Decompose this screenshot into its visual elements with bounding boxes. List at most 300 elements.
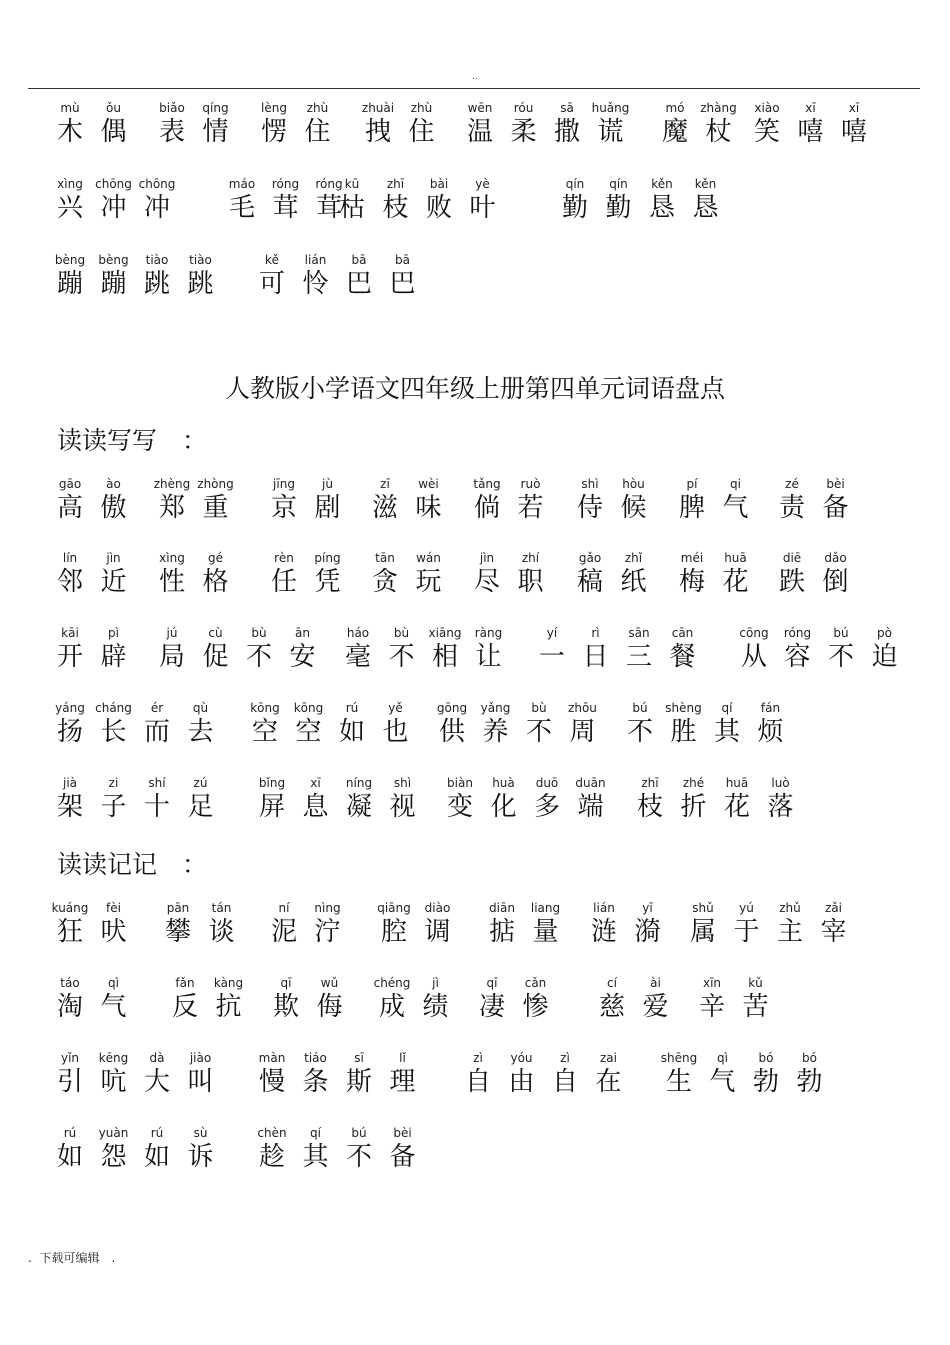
- vocab-row: [0, 550, 950, 610]
- hanzi: 辟: [100, 642, 127, 672]
- hanzi: 视: [389, 792, 416, 822]
- hanzi-cell: [48, 550, 92, 597]
- hanzi-cell: [732, 625, 776, 672]
- pinyin: jù: [322, 477, 333, 491]
- pinyin: pí: [686, 477, 698, 491]
- hanzi: 吠: [100, 917, 127, 947]
- hanzi-cell: [657, 1050, 701, 1097]
- pinyin: rú: [63, 1126, 77, 1140]
- pinyin: yě: [388, 701, 403, 715]
- hanzi: 愣: [260, 117, 287, 147]
- hanzi-cell: [296, 100, 340, 147]
- hanzi-cell: [194, 100, 238, 147]
- hanzi: 蹦: [56, 269, 83, 299]
- pinyin: pò: [877, 626, 892, 640]
- hanzi: 味: [415, 493, 442, 523]
- hanzi-cell: [690, 975, 734, 1022]
- pinyin: rú: [345, 701, 359, 715]
- hanzi: 餐: [669, 642, 696, 672]
- hanzi: 茸: [272, 193, 299, 223]
- hanzi: 温: [466, 117, 493, 147]
- hanzi-cell: [48, 100, 92, 147]
- hanzi-cell: [381, 1125, 425, 1172]
- hanzi-cell: [135, 775, 179, 822]
- pinyin: róng: [783, 626, 812, 640]
- hanzi-cell: [48, 252, 92, 299]
- pinyin: róu: [513, 101, 534, 115]
- hanzi-cell: [634, 975, 678, 1022]
- hanzi: 花: [723, 792, 750, 822]
- pinyin: kàng: [213, 976, 244, 990]
- hanzi: 吭: [100, 1067, 127, 1097]
- pinyin: pì: [108, 626, 119, 640]
- hanzi-cell: [306, 550, 350, 597]
- hanzi-cell: [179, 1050, 223, 1097]
- vocab-row: [0, 1125, 950, 1185]
- hanzi: 近: [100, 567, 127, 597]
- hanzi: 魔: [661, 117, 688, 147]
- hanzi-cell: [715, 775, 759, 822]
- pinyin: xī: [848, 101, 860, 115]
- hanzi: 容: [784, 642, 811, 672]
- hanzi: 迫: [871, 642, 898, 672]
- pinyin: qí: [310, 1126, 321, 1140]
- pinyin: chōng: [138, 177, 176, 191]
- pinyin: tán: [211, 901, 232, 915]
- hanzi-cell: [294, 1050, 338, 1097]
- hanzi-cell: [374, 176, 418, 223]
- vocab-row: [0, 625, 950, 685]
- hanzi-cell: [150, 550, 194, 597]
- hanzi-cell: [179, 700, 223, 747]
- hanzi-cell: [430, 700, 474, 747]
- hanzi-cell: [337, 1125, 381, 1172]
- pinyin: zhuài: [361, 101, 395, 115]
- pinyin: qù: [192, 701, 209, 715]
- hanzi-cell: [587, 1050, 631, 1097]
- pinyin: gé: [208, 551, 223, 565]
- pinyin: zhèng: [153, 477, 191, 491]
- hanzi-cell: [480, 900, 524, 947]
- hanzi: 若: [517, 493, 544, 523]
- pinyin: wán: [416, 551, 441, 565]
- pinyin: chéng: [373, 976, 411, 990]
- hanzi: 拽: [364, 117, 391, 147]
- hanzi-cell: [561, 700, 605, 747]
- hanzi-cell: [92, 176, 136, 223]
- hanzi: 恳: [648, 193, 675, 223]
- hanzi: 兴: [56, 193, 83, 223]
- hanzi: 任: [270, 567, 297, 597]
- hanzi-cell: [705, 700, 749, 747]
- hanzi-cell: [179, 775, 223, 822]
- hanzi: 生: [665, 1067, 692, 1097]
- pinyin: xìng: [57, 177, 83, 191]
- hanzi-cell: [653, 100, 697, 147]
- pinyin: bó: [802, 1051, 817, 1065]
- hanzi-cell: [92, 550, 136, 597]
- hanzi-cell: [734, 975, 778, 1022]
- pinyin: zhàng: [700, 101, 737, 115]
- hanzi-cell: [628, 775, 672, 822]
- pinyin: tiáo: [304, 1051, 327, 1065]
- pinyin: dǎo: [824, 551, 847, 565]
- hanzi-cell: [788, 1050, 832, 1097]
- hanzi-cell: [330, 700, 374, 747]
- hanzi: 可: [258, 269, 285, 299]
- hanzi: 冲: [100, 193, 127, 223]
- hanzi: 巴: [389, 269, 416, 299]
- hanzi-cell: [714, 476, 758, 523]
- pinyin: fèi: [106, 901, 121, 915]
- pinyin: fǎn: [175, 976, 195, 990]
- hanzi: 由: [508, 1067, 535, 1097]
- header-rule: [28, 88, 920, 89]
- hanzi-cell: [662, 700, 706, 747]
- hanzi: 攀: [164, 917, 191, 947]
- hanzi-cell: [194, 625, 238, 672]
- hanzi: 傲: [100, 493, 127, 523]
- hanzi: 于: [733, 917, 760, 947]
- hanzi: 量: [532, 917, 559, 947]
- hanzi: 偶: [100, 117, 127, 147]
- hanzi-cell: [237, 625, 281, 672]
- hanzi-cell: [417, 176, 461, 223]
- hanzi-cell: [262, 900, 306, 947]
- pinyin: duān: [575, 776, 606, 790]
- hanzi: 慢: [258, 1067, 285, 1097]
- pinyin: lián: [304, 253, 327, 267]
- hanzi: 如: [143, 1142, 170, 1172]
- pinyin: bèng: [98, 253, 129, 267]
- hanzi-cell: [525, 775, 569, 822]
- pinyin: qī: [280, 976, 292, 990]
- pinyin: xiāng: [428, 626, 462, 640]
- pinyin: ér: [150, 701, 164, 715]
- hanzi: 息: [302, 792, 329, 822]
- pinyin: yè: [475, 177, 490, 191]
- pinyin: gǎo: [578, 551, 602, 565]
- hanzi-cell: [725, 900, 769, 947]
- pinyin: cōng: [739, 626, 769, 640]
- pinyin: huà: [492, 776, 515, 790]
- hanzi-cell: [749, 700, 793, 747]
- hanzi: 调: [424, 917, 451, 947]
- pinyin: zì: [473, 1051, 483, 1065]
- pinyin: bā: [395, 253, 410, 267]
- hanzi-cell: [48, 1125, 92, 1172]
- hanzi-cell: [514, 975, 558, 1022]
- hanzi: 气: [100, 992, 127, 1022]
- pinyin: liang: [530, 901, 561, 915]
- pinyin: diē: [782, 551, 802, 565]
- pinyin: tān: [375, 551, 395, 565]
- hanzi-cell: [617, 625, 661, 672]
- hanzi: 备: [389, 1142, 416, 1172]
- pinyin: jià: [62, 776, 78, 790]
- hanzi-cell: [456, 1050, 500, 1097]
- hanzi: 从: [740, 642, 767, 672]
- hanzi: 爱: [642, 992, 669, 1022]
- pinyin: qín: [609, 177, 628, 191]
- hanzi-cell: [92, 1125, 136, 1172]
- hanzi-cell: [150, 625, 194, 672]
- pinyin: qì: [717, 1051, 728, 1065]
- hanzi: 腔: [380, 917, 407, 947]
- pinyin: qiāng: [377, 901, 411, 915]
- pinyin: kǔ: [748, 976, 763, 990]
- pinyin: yáng: [55, 701, 85, 715]
- vocab-row: [0, 100, 950, 160]
- footer-note: . 下载可编辑 .: [28, 1251, 116, 1265]
- hanzi: 玩: [415, 567, 442, 597]
- hanzi: 不: [626, 717, 653, 747]
- pinyin: zú: [193, 776, 208, 790]
- hanzi-cell: [294, 252, 338, 299]
- hanzi-cell: [714, 550, 758, 597]
- hanzi-cell: [48, 176, 92, 223]
- pinyin: bài: [429, 177, 449, 191]
- hanzi: 供: [438, 717, 465, 747]
- pinyin: zì: [560, 1051, 570, 1065]
- pinyin: jìn: [106, 551, 121, 565]
- hanzi: 格: [202, 567, 229, 597]
- hanzi: 折: [680, 792, 707, 822]
- hanzi: 稿: [576, 567, 603, 597]
- hanzi: 烦: [757, 717, 784, 747]
- pinyin: biǎo: [159, 101, 185, 115]
- pinyin: shí: [148, 776, 166, 790]
- hanzi-cell: [200, 900, 244, 947]
- hanzi-cell: [407, 550, 451, 597]
- hanzi: 相: [431, 642, 458, 672]
- pinyin: kōng: [250, 701, 280, 715]
- hanzi-cell: [356, 100, 400, 147]
- pinyin: jì: [432, 976, 439, 990]
- hanzi-cell: [308, 975, 352, 1022]
- hanzi: 不: [388, 642, 415, 672]
- hanzi: 候: [620, 493, 647, 523]
- hanzi-cell: [465, 550, 509, 597]
- hanzi-cell: [626, 900, 670, 947]
- hanzi-cell: [812, 900, 856, 947]
- hanzi: 自: [551, 1067, 578, 1097]
- pinyin: biàn: [447, 776, 473, 790]
- hanzi: 如: [338, 717, 365, 747]
- hanzi: 叶: [469, 193, 496, 223]
- hanzi-cell: [294, 775, 338, 822]
- hanzi-cell: [374, 700, 418, 747]
- hanzi-cell: [48, 476, 92, 523]
- hanzi-cell: [243, 700, 287, 747]
- pinyin: kāi: [61, 626, 79, 640]
- hanzi: 跳: [187, 269, 214, 299]
- pinyin: shì: [393, 776, 412, 790]
- vocab-row: [0, 975, 950, 1035]
- pinyin: bú: [351, 1126, 367, 1140]
- hanzi-cell: [568, 476, 612, 523]
- hanzi: 引: [56, 1067, 83, 1097]
- hanzi-cell: [92, 476, 136, 523]
- pinyin: zhī: [386, 177, 405, 191]
- hanzi-cell: [337, 252, 381, 299]
- hanzi-cell: [48, 975, 92, 1022]
- hanzi-cell: [306, 476, 350, 523]
- hanzi-cell: [48, 775, 92, 822]
- hanzi-cell: [264, 176, 308, 223]
- pinyin: lín: [62, 551, 78, 565]
- hanzi-cell: [156, 900, 200, 947]
- pinyin: róng: [271, 177, 300, 191]
- pinyin: hòu: [622, 477, 645, 491]
- pinyin: bèi: [826, 477, 845, 491]
- pinyin: kěn: [651, 177, 673, 191]
- pinyin: zhí: [521, 551, 540, 565]
- page-title: 人教版小学语文四年级上册第四单元词语盘点: [224, 374, 725, 403]
- hanzi-cell: [500, 1050, 544, 1097]
- hanzi: 巴: [345, 269, 372, 299]
- pinyin: chèn: [257, 1126, 287, 1140]
- hanzi-cell: [582, 900, 626, 947]
- hanzi-cell: [670, 550, 714, 597]
- hanzi: 主: [776, 917, 803, 947]
- hanzi: 嘻: [797, 117, 824, 147]
- pinyin: jìn: [479, 551, 495, 565]
- pinyin: qi: [730, 477, 741, 491]
- hanzi-cell: [770, 550, 814, 597]
- hanzi: 跳: [143, 269, 170, 299]
- pinyin: lǐ: [399, 1051, 406, 1065]
- pinyin: yǐn: [60, 1051, 80, 1065]
- pinyin: rì: [591, 626, 600, 640]
- hanzi: 谈: [208, 917, 235, 947]
- hanzi-cell: [517, 700, 561, 747]
- hanzi: 狂: [56, 917, 83, 947]
- pinyin: gōng: [436, 701, 468, 715]
- hanzi: 住: [304, 117, 331, 147]
- pinyin: cháng: [95, 701, 132, 715]
- hanzi: 如: [56, 1142, 83, 1172]
- pinyin: shèng: [665, 701, 702, 715]
- hanzi: 多: [533, 792, 560, 822]
- hanzi: 条: [302, 1067, 329, 1097]
- hanzi: 掂: [488, 917, 515, 947]
- hanzi: 撒: [553, 117, 580, 147]
- hanzi-cell: [640, 176, 684, 223]
- hanzi-cell: [262, 476, 306, 523]
- hanzi: 梅: [678, 567, 705, 597]
- hanzi: 苦: [742, 992, 769, 1022]
- hanzi: 变: [446, 792, 473, 822]
- hanzi-cell: [661, 625, 705, 672]
- hanzi-cell: [92, 1050, 136, 1097]
- hanzi: 倒: [822, 567, 849, 597]
- pinyin: zhé: [682, 776, 705, 790]
- pinyin: ān: [295, 626, 310, 640]
- pinyin: dà: [149, 1051, 165, 1065]
- pinyin: kěn: [694, 177, 717, 191]
- hanzi: 宰: [820, 917, 847, 947]
- hanzi: 让: [475, 642, 502, 672]
- hanzi: 凄: [478, 992, 505, 1022]
- vocab-row: [0, 476, 950, 536]
- hanzi-cell: [220, 176, 264, 223]
- pinyin: ǒu: [106, 101, 121, 115]
- hanzi: 养: [482, 717, 509, 747]
- hanzi-cell: [414, 975, 458, 1022]
- hanzi: 不: [827, 642, 854, 672]
- pinyin: bù: [251, 626, 267, 640]
- vocab-row: [0, 775, 950, 835]
- hanzi: 嘻: [840, 117, 867, 147]
- hanzi: 责: [778, 493, 805, 523]
- pinyin: bǐng: [258, 776, 286, 790]
- hanzi: 欺: [272, 992, 299, 1022]
- hanzi: 怜: [302, 269, 329, 299]
- hanzi-cell: [681, 900, 725, 947]
- hanzi-cell: [863, 625, 907, 672]
- hanzi: 成: [378, 992, 405, 1022]
- pinyin: wēn: [467, 101, 493, 115]
- pinyin: rú: [150, 1126, 164, 1140]
- vocab-row: [0, 700, 950, 760]
- hanzi-cell: [438, 775, 482, 822]
- pinyin: bèi: [393, 1126, 412, 1140]
- pinyin: zhǐ: [624, 551, 643, 565]
- pinyin: tiào: [189, 253, 212, 267]
- hanzi: 空: [295, 717, 322, 747]
- hanzi-cell: [363, 476, 407, 523]
- pinyin: gāo: [58, 477, 82, 491]
- hanzi: 辛: [698, 992, 725, 1022]
- hanzi-cell: [509, 550, 553, 597]
- pinyin: huā: [725, 776, 749, 790]
- pinyin: sā: [560, 101, 574, 115]
- hanzi-cell: [262, 550, 306, 597]
- hanzi-cell: [416, 900, 460, 947]
- hanzi-cell: [92, 252, 136, 299]
- pinyin: wèi: [418, 477, 439, 491]
- pinyin: sù: [193, 1126, 208, 1140]
- hanzi: 也: [382, 717, 409, 747]
- pinyin: ruò: [520, 477, 541, 491]
- pinyin: zi: [108, 776, 119, 790]
- hanzi: 职: [517, 567, 544, 597]
- hanzi: 促: [202, 642, 229, 672]
- pinyin: mù: [60, 101, 80, 115]
- hanzi: 高: [56, 493, 83, 523]
- hanzi: 笑: [753, 117, 780, 147]
- hanzi: 其: [713, 717, 740, 747]
- hanzi-cell: [597, 176, 641, 223]
- hanzi: 淘: [56, 992, 83, 1022]
- hanzi-cell: [461, 176, 505, 223]
- hanzi-cell: [670, 476, 714, 523]
- pinyin: zhōu: [568, 701, 597, 715]
- hanzi: 勤: [561, 193, 588, 223]
- hanzi-cell: [306, 900, 350, 947]
- pinyin: zǎi: [825, 901, 842, 915]
- hanzi: 住: [408, 117, 435, 147]
- pinyin: bó: [758, 1051, 774, 1065]
- pinyin: zhòng: [197, 477, 234, 491]
- hanzi-cell: [569, 775, 613, 822]
- hanzi-cell: [400, 100, 444, 147]
- hanzi-cell: [252, 100, 296, 147]
- pinyin: yú: [739, 901, 754, 915]
- hanzi-cell: [482, 775, 526, 822]
- hanzi: 恳: [692, 193, 719, 223]
